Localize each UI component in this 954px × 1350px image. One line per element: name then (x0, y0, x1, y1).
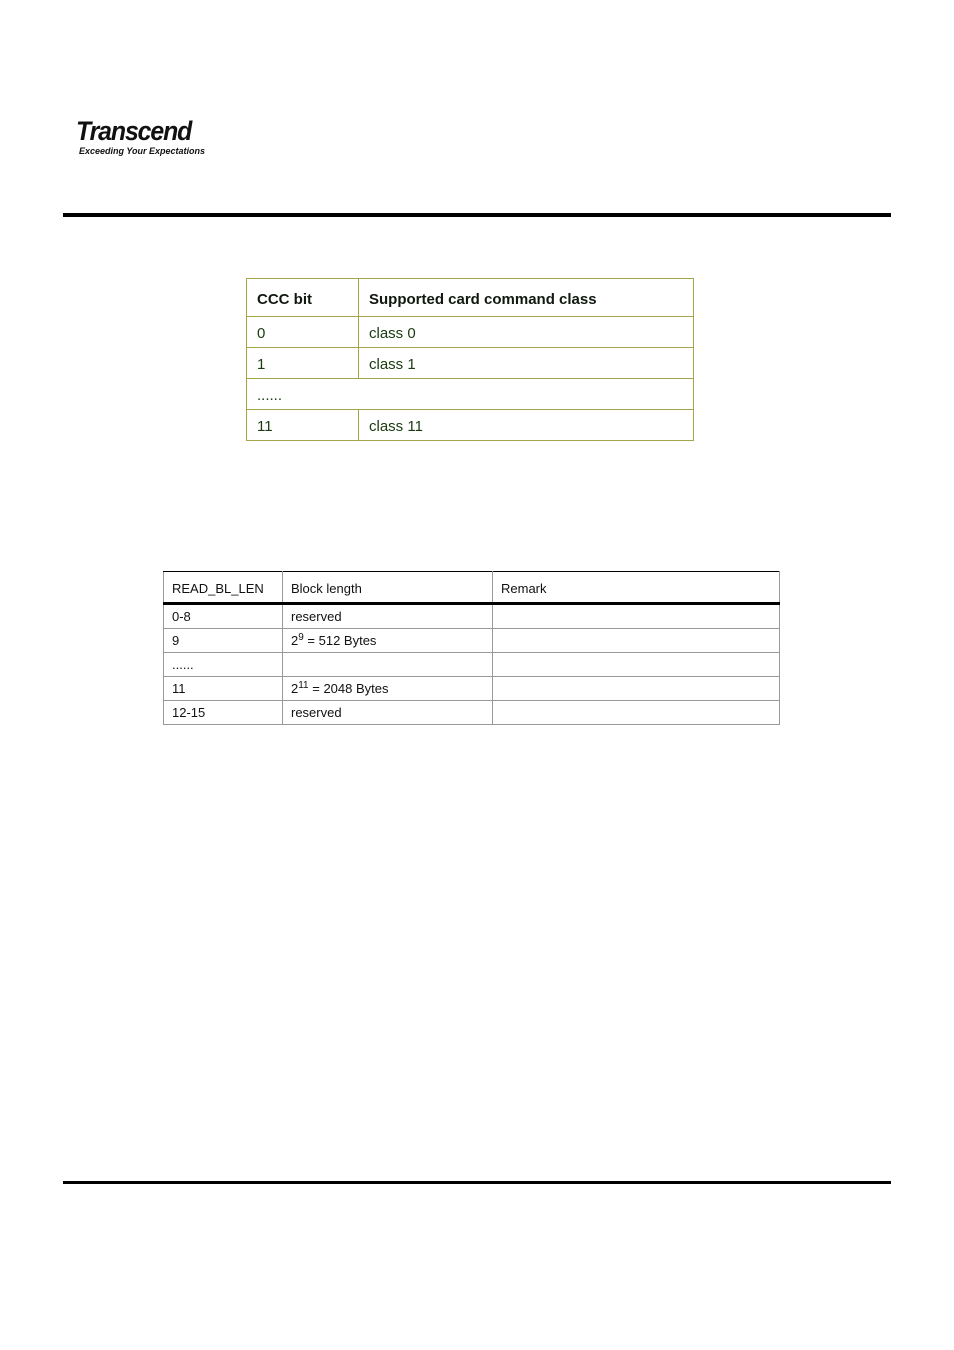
table-cell-ellipsis: ...... (164, 653, 283, 677)
table-cell: class 1 (359, 348, 694, 379)
table-cell: class 11 (359, 410, 694, 441)
table-header-cell: CCC bit (247, 279, 359, 317)
table-row (247, 348, 694, 379)
table-row (247, 379, 694, 410)
table-cell (283, 677, 493, 701)
table-cell: 12-15 (164, 701, 283, 725)
table-row (164, 604, 780, 629)
table-cell: 1 (247, 348, 359, 379)
table-cell (283, 653, 493, 677)
table-cell (493, 629, 780, 653)
table-header-row (247, 279, 694, 317)
brand-logo (76, 118, 205, 157)
power-base: 2 (291, 681, 299, 696)
table-row (164, 677, 780, 701)
table-cell: 0 (247, 317, 359, 348)
table-cell: reserved (283, 701, 493, 725)
power-value: = 2048 Bytes (308, 681, 389, 696)
power-base: 2 (291, 633, 299, 648)
power-value: = 512 Bytes (303, 633, 377, 648)
table-header-cell: Supported card command class (359, 279, 694, 317)
table-header-cell: READ_BL_LEN (164, 572, 283, 604)
table-cell: 11 (247, 410, 359, 441)
table-cell (493, 701, 780, 725)
table-cell: class 0 (359, 317, 694, 348)
table-row (164, 653, 780, 677)
header-divider (63, 213, 891, 217)
table-cell (493, 604, 780, 629)
table-row (164, 629, 780, 653)
table-cell (493, 677, 780, 701)
table-row (164, 701, 780, 725)
brand-tagline: Exceeding Your Expectations (79, 146, 206, 156)
table-row (247, 317, 694, 348)
table-header-row (164, 572, 780, 604)
brand-name: Transcend (76, 116, 192, 146)
power-exponent: 11 (298, 680, 309, 691)
table-header-cell: Block length (283, 572, 493, 604)
table-row (247, 410, 694, 441)
read-bl-len-table (163, 571, 780, 725)
table-header-cell: Remark (493, 572, 780, 604)
table-cell (493, 653, 780, 677)
table-cell (283, 629, 493, 653)
footer-divider (63, 1181, 891, 1184)
ccc-table (246, 278, 694, 441)
table-cell: reserved (283, 604, 493, 629)
table-cell: 0-8 (164, 604, 283, 629)
table-cell-ellipsis: ...... (247, 379, 694, 410)
power-exponent: 9 (298, 632, 304, 643)
table-cell: 9 (164, 629, 283, 653)
table-cell: 11 (164, 677, 283, 701)
